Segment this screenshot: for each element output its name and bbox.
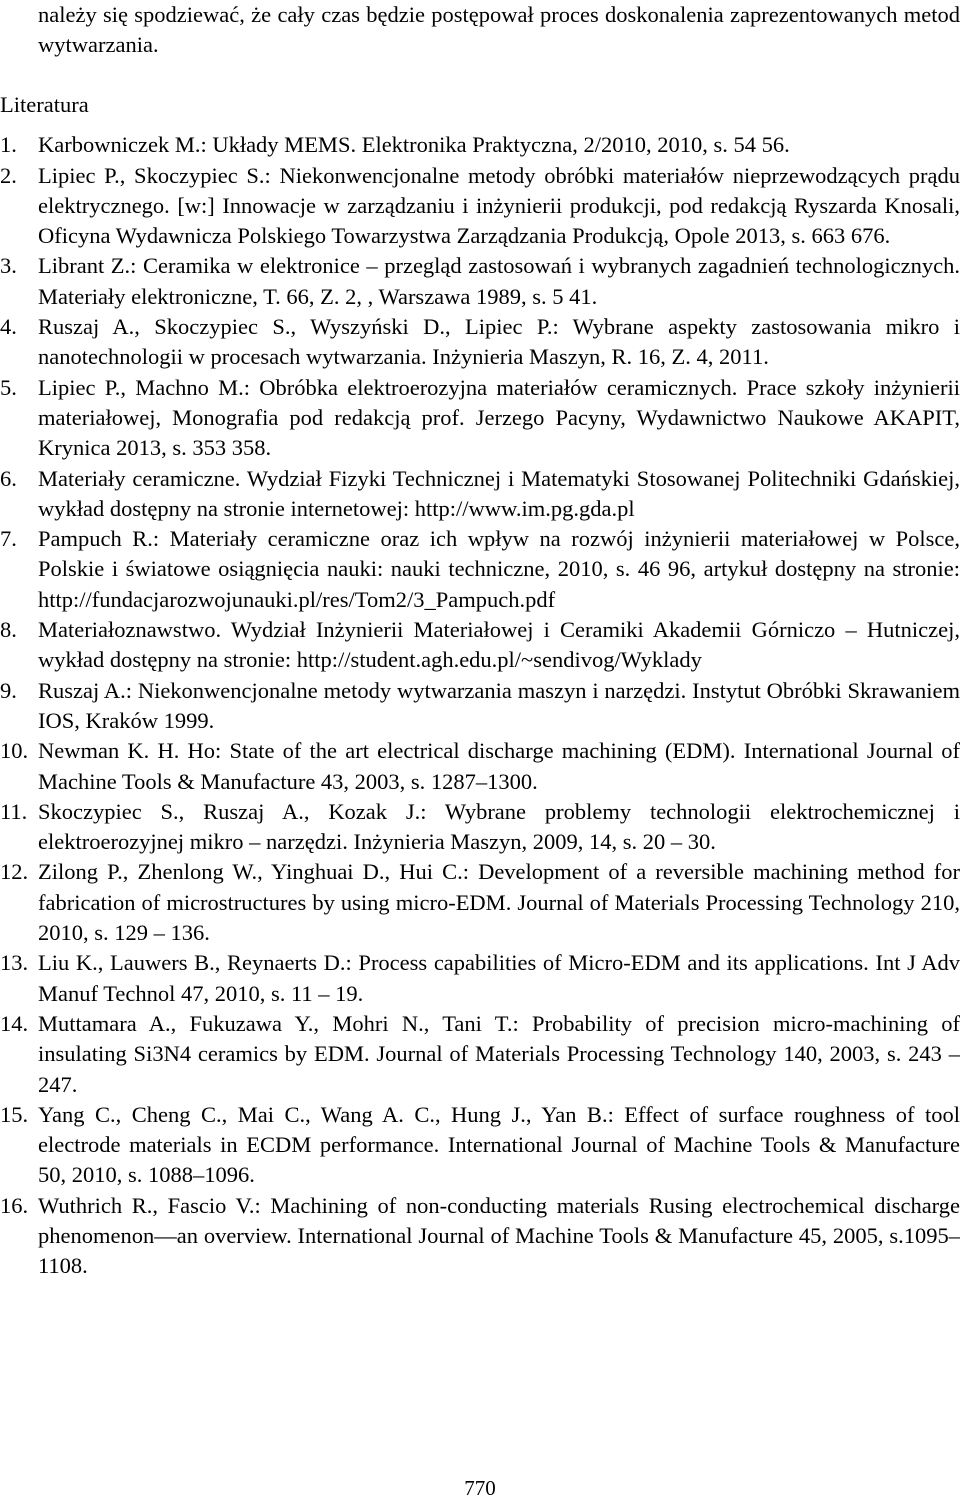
reference-text: Ruszaj A.: Niekonwencjonalne metody wytwarzania maszyn i narzędzi. Instytut Obróbki Skrawaniem IOS, Kraków 1999. — [38, 677, 960, 733]
reference-text: Liu K., Lauwers B., Reynaerts D.: Process capabilities of Micro-EDM and its applications. Int J Adv Manuf Technol 47, 2010, s. 11 – 19. — [38, 950, 960, 1006]
reference-text: Muttamara A., Fukuzawa Y., Mohri N., Tani T.: Probability of precision micro-machining of insulating Si3N4 ceramics by EDM. Journal of Materials Processing Technology 140, 2003, s. 243 – 247. — [38, 1010, 960, 1097]
reference-item — [2, 130, 960, 160]
reference-number: 15. — [0, 1101, 29, 1127]
reference-item — [2, 373, 960, 464]
reference-item — [2, 464, 960, 525]
reference-text: Lipiec P., Skoczypiec S.: Niekonwencjonalne metody obróbki materiałów nieprzewodzących prądu elektrycznego. [w:] Innowacje w zarządzaniu i inżynierii produkcji, pod redakcją Ryszarda Knosali, Oficyna Wydawnicza Polskiego Towarzystwa Zarządzania Produkcją, Opole 2013, s. 663 676. — [38, 162, 960, 249]
reference-text: Lipiec P., Machno M.: Obróbka elektroerozyjna materiałów ceramicznych. Prace szkoły inżynierii materiałowej, Monografia pod redakcją prof. Jerzego Pacyny, Wydawnictwo Naukowe AKAPIT, Krynica 2013, s. 353 358. — [38, 374, 960, 461]
reference-number: 14. — [0, 1010, 29, 1036]
reference-number: 1. — [0, 132, 17, 158]
reference-item — [2, 312, 960, 373]
reference-item — [2, 251, 960, 312]
reference-number: 3. — [0, 253, 17, 279]
reference-item — [2, 948, 960, 1009]
page-number: 770 — [464, 1476, 496, 1500]
reference-number: 13. — [0, 950, 29, 976]
reference-text: Newman K. H. Ho: State of the art electrical discharge machining (EDM). International Journal of Machine Tools & Manufacture 43, 2003, s. 1287–1300. — [38, 738, 960, 794]
reference-item — [2, 1100, 960, 1191]
reference-number: 12. — [0, 859, 29, 885]
references-list — [0, 130, 960, 1281]
reference-text: Karbowniczek M.: Układy MEMS. Elektronika Praktyczna, 2/2010, 2010, s. 54 56. — [38, 132, 790, 158]
reference-number: 5. — [0, 374, 17, 400]
reference-text: Skoczypiec S., Ruszaj A., Kozak J.: Wybrane problemy technologii elektrochemicznej i elektroerozyjnej mikro – narzędzi. Inżynieria Maszyn, 2009, 14, s. 20 – 30. — [38, 798, 960, 855]
reference-item — [2, 1009, 960, 1100]
reference-item — [2, 1191, 960, 1282]
reference-number: 10. — [0, 738, 29, 764]
reference-number: 8. — [0, 617, 17, 643]
reference-item — [2, 161, 960, 252]
reference-number: 7. — [0, 526, 17, 552]
intro-paragraph: należy się spodziewać, że cały czas będzie postępował proces doskonalenia zaprezentowanych metod wytwarzania. — [38, 2, 960, 58]
reference-item — [2, 524, 960, 615]
reference-item — [2, 676, 960, 737]
reference-number: 16. — [0, 1192, 29, 1218]
references-heading: Literatura — [0, 92, 89, 117]
reference-number: 6. — [0, 465, 17, 491]
reference-text: Zilong P., Zhenlong W., Yinghuai D., Hui C.: Development of a reversible machining method for fabrication of microstructures by using micro-EDM. Journal of Materials Processing Technology 210, 2010, s. 129 – 136. — [38, 859, 960, 946]
reference-text: Materiałoznawstwo. Wydział Inżynierii Materiałowej i Ceramiki Akademii Górniczo – Hutniczej, wykład dostępny na stronie: http://student.agh.edu.pl/~sendivog/Wyklady — [38, 617, 960, 673]
reference-text: Librant Z.: Ceramika w elektronice – przegląd zastosowań i wybranych zagadnień technologicznych. Materiały elektroniczne, T. 66, Z. 2, , Warszawa 1989, s. 5 41. — [38, 253, 960, 309]
reference-number: 4. — [0, 314, 17, 340]
reference-text: Pampuch R.: Materiały ceramiczne oraz ich wpływ na rozwój inżynierii materiałowej w Polsce, Polskie i światowe osiągnięcia nauki: nauki techniczne, 2010, s. 46 96, artykuł dostępny na stronie: http://fundacjarozwojunauki.pl/res/Tom2/3_Pampuch.pdf — [38, 526, 960, 612]
reference-text: Materiały ceramiczne. Wydział Fizyki Technicznej i Matematyki Stosowanej Politechniki Gdańskiej, wykład dostępny na stronie internetowej: http://www.im.pg.gda.pl — [38, 465, 960, 521]
reference-text: Wuthrich R., Fascio V.: Machining of non-conducting materials Rusing electrochemical discharge phenomenon—an overview. International Journal of Machine Tools & Manufacture 45, 2005, s.1095–1108. — [38, 1192, 960, 1279]
reference-item — [2, 615, 960, 676]
reference-number: 11. — [0, 798, 28, 824]
reference-number: 2. — [0, 162, 17, 188]
reference-item — [2, 797, 960, 858]
reference-number: 9. — [0, 677, 17, 703]
reference-item — [2, 736, 960, 797]
reference-text: Yang C., Cheng C., Mai C., Wang A. C., Hung J., Yan B.: Effect of surface roughness of tool electrode materials in ECDM performance. International Journal of Machine Tools & Manufacture 50, 2010, s. 1088–1096. — [38, 1101, 960, 1188]
reference-item — [2, 857, 960, 948]
reference-text: Ruszaj A., Skoczypiec S., Wyszyński D., Lipiec P.: Wybrane aspekty zastosowania mikro i nanotechnologii w procesach wytwarzania. Inżynieria Maszyn, R. 16, Z. 4, 2011. — [38, 314, 960, 370]
